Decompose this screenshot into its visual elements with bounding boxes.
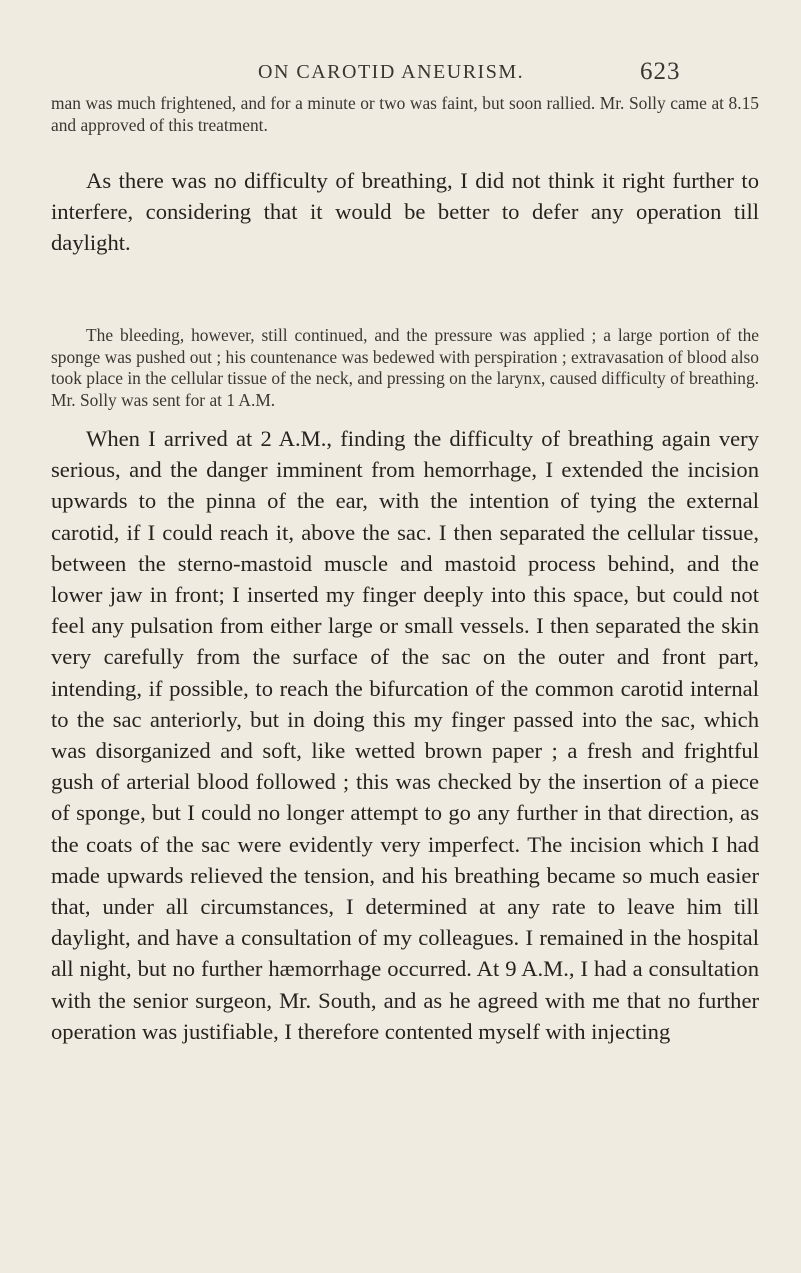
paragraph-continuation: man was much frightened, and for a minute or two was faint, but soon rallied. Mr. Solly came at 8.15 and approved of this treatment. bbox=[51, 93, 759, 135]
running-head bbox=[0, 58, 801, 88]
running-title: ON CAROTID ANEURISM. bbox=[258, 61, 525, 83]
paragraph-bleeding: The bleeding, however, still continued, and the pressure was applied ; a large portion of the sponge was pushed out ; his countenance was bedewed with perspiration ; extravasation of blood also took place in the cellular tissue of the neck, and pressing on the larynx, caused difficulty of breathing. Mr. Solly was sent for at 1 A.M. bbox=[51, 325, 759, 410]
paragraph-no-difficulty: As there was no difficulty of breathing, I did not think it right further to interfere, considering that it would be better to defer any operation till daylight. bbox=[51, 168, 759, 256]
paragraph-arrival: When I arrived at 2 A.M., finding the difficulty of breathing again very serious, and the danger imminent from hemorrhage, I extended the incision upwards to the pinna of the ear, with the intention of tying the external carotid, if I could reach it, above the sac. I then separated the cellular tissue, between the sterno-mastoid muscle and mastoid process behind, and the lower jaw in front; I inserted my finger deeply into this space, but could not feel any pulsation from either large or small vessels. I then separated the skin very carefully from the surface of the sac on the outer and front part, intending, if possible, to reach the bifurcation of the common carotid internal to the sac anteriorly, but in doing this my finger passed into the sac, which was disorganized and soft, like wetted brown paper ; a fresh and frightful gush of arterial blood followed ; this was checked by the insertion of a piece of sponge, but I could no longer attempt to go any further in that direction, as the coats of the sac were evidently very imperfect. The incision which I had made upwards relieved the tension, and his breathing became so much easier that, under all circumstances, I determined at any rate to leave him till daylight, and have a consultation of my colleagues. I remained in the hospital all night, but no further hæmorrhage occurred. At 9 A.M., I had a consultation with the senior surgeon, Mr. South, and as he agreed with me that no further operation was justifiable, I therefore contented myself with injecting bbox=[51, 426, 759, 1044]
page-number: 623 bbox=[640, 58, 681, 85]
